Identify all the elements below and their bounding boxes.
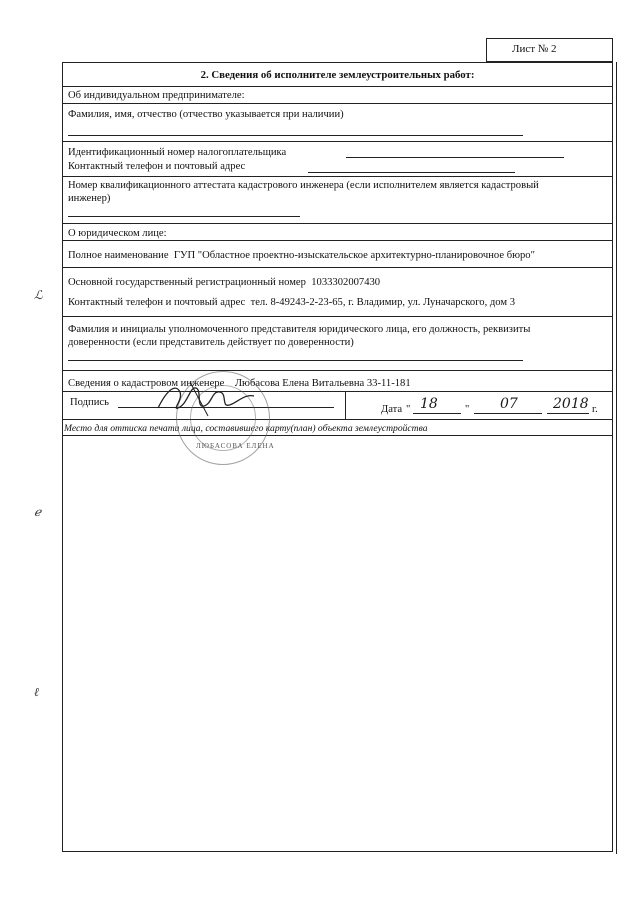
- representative-label-line1: Фамилия и инициалы уполномоченного представителя юридического лица, его должность, реквизиты: [68, 324, 531, 335]
- engineer-label: Сведения о кадастровом инженере: [68, 378, 225, 389]
- inn-fill-line: [346, 157, 564, 158]
- representative-fill-line: [68, 360, 523, 361]
- attestat-label-line1: Номер квалификационного аттестата кадастрового инженера (если исполнителем является кадастровый: [68, 180, 539, 191]
- date-month: 07: [500, 396, 518, 412]
- date-year: 2018: [553, 396, 589, 412]
- year-fill-line: [547, 413, 589, 414]
- date-year-suffix: г.: [592, 404, 598, 415]
- date-close-quote: ": [465, 404, 470, 415]
- legal-contact-label: Контактный телефон и почтовый адрес: [68, 297, 246, 308]
- margin-mark: ℓ: [34, 685, 39, 699]
- row-divider: [62, 391, 613, 392]
- ogrn-value: 1033302007430: [311, 277, 381, 288]
- fio-fill-line: [68, 135, 523, 136]
- signature-label: Подпись: [70, 397, 109, 408]
- margin-mark: ℒ: [34, 288, 43, 302]
- legal-name-row: [68, 249, 535, 262]
- section-title: 2. Сведения об исполнителе землеустроительных работ:: [200, 69, 475, 81]
- row-divider: [62, 86, 613, 87]
- signature-scribble: [150, 378, 260, 420]
- row-divider: [62, 240, 613, 241]
- row-divider: [62, 103, 613, 104]
- ogrn-row: [68, 276, 380, 289]
- engineer-value: Любасова Елена Витальевна 33-11-181: [234, 378, 411, 389]
- row-divider: [62, 141, 613, 142]
- legal-name-value: ГУП "Областное проектно-изыскательское архитектурно-планировочное бюро": [173, 250, 535, 261]
- date-open-quote: ": [406, 404, 411, 415]
- row-divider: [62, 370, 613, 371]
- row-divider: [62, 435, 613, 436]
- stamp-text: ЛЮБАСОВА ЕЛЕНА: [196, 442, 275, 450]
- legal-name-label: Полное наименование: [68, 250, 169, 261]
- right-shadow-line: [616, 62, 617, 854]
- month-fill-line: [474, 413, 542, 414]
- sheet-number: Лист № 2: [512, 43, 557, 55]
- legal-contact-value: тел. 8-49243-2-23-65, г. Владимир, ул. Луначарского, дом 3: [250, 297, 516, 308]
- representative-label-line2: доверенности (если представитель действует по доверенности): [68, 337, 354, 348]
- date-day: 18: [420, 396, 438, 412]
- inn-label: Идентификационный номер налогоплательщика: [68, 147, 287, 158]
- row-divider: [62, 176, 613, 177]
- attestat-label-line2: инженер): [68, 193, 111, 204]
- signature-date-divider: [345, 391, 346, 419]
- row-divider: [62, 316, 613, 317]
- individual-heading: Об индивидуальном предпринимателе:: [68, 90, 245, 101]
- legal-contact-row: [68, 296, 515, 309]
- contact-fill-line: [308, 172, 515, 173]
- fio-label: Фамилия, имя, отчество (отчество указывается при наличии): [68, 109, 344, 120]
- date-label: Дата: [381, 404, 403, 415]
- day-fill-line: [413, 413, 461, 414]
- row-divider: [62, 223, 613, 224]
- margin-mark: ℯ: [34, 505, 42, 519]
- attestat-fill-line: [68, 216, 300, 217]
- row-divider: [62, 419, 613, 420]
- stamp-place-note: Место для оттиска печати лица, составившего карту(план) объекта землеустройства: [64, 423, 428, 434]
- legal-heading: О юридическом лице:: [68, 228, 167, 239]
- ogrn-label: Основной государственный регистрационный номер: [68, 277, 306, 288]
- row-divider: [62, 267, 613, 268]
- contact-label: Контактный телефон и почтовый адрес: [68, 161, 246, 172]
